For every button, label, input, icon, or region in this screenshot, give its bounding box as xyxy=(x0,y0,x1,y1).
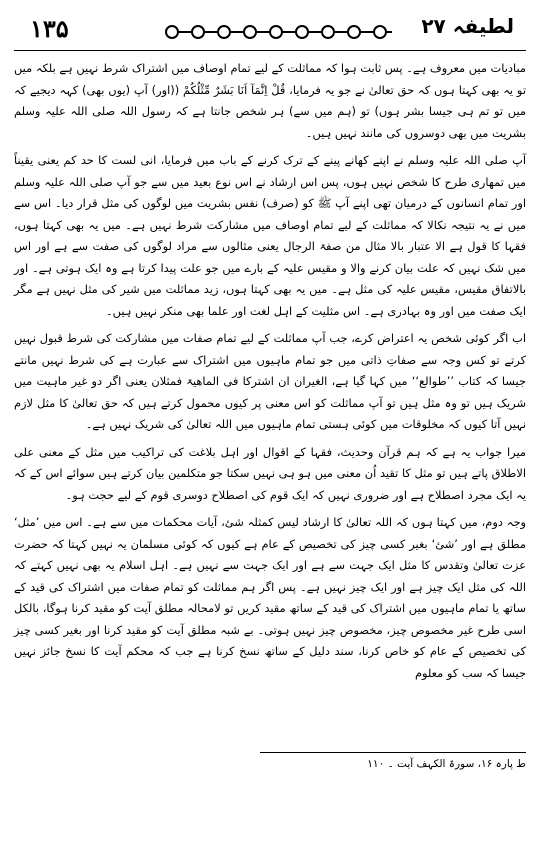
footnote: ط پارہ ۱۶، سورۃ الکہف آیت ۔ ۱۱۰ xyxy=(367,758,526,770)
chapter-title: لطیفہ ۲۷ xyxy=(421,14,514,38)
header-ornament xyxy=(162,22,396,42)
paragraph: میرا جواب یہ ہے کہ ہم قرآن وحدیث، فقہا کے اقوال اور اہل بلاغت کی تراکیب میں مثل کے معنی علی الاطلاق پاتے ہیں تو مثل کا تقید اُن معنی میں ہو ہی نہیں سکتا جو متکلمین بیان کرتے ہیں سوائے اس کے کہ یہ ایک مجرد اصطلاح ہے اور ضروری نہیں کہ ایک قوم کی اصطلاح دوسری قوم کے لیے حجت ہو۔ xyxy=(14,444,526,502)
page-header xyxy=(14,8,526,52)
page-number: ۱۳۵ xyxy=(30,14,69,43)
body-text xyxy=(14,58,526,690)
paragraph: آپ صلی اللہ علیہ وسلم نے اپنے کھانے پینے کے ترک کرنے کے باب میں فرمایا، انی لست کا حد کم یعنی یقیناً میں تمھاری طرح کا شخص نہیں ہوں، پس اس ارشاد نے اس نوع بعید میں سے جو آپ صلی اللہ علیہ وسلم اور تمام انسانوں کے درمیان تھی اپنے آپ ﷺ کو (صرف) نفس بشریت میں لوگوں کی مثل قرار دیا۔ اس سے میں نے یہ نتیجہ نکالا کہ مماثلت کے لیے تمام اوصاف میں مشارکت شرط نہیں ہے۔ میں یہ بھی کہتا ہوں، فقہا کا قول ہے الا عتبار بالا مثال من صفۃ الرجال یعنی مثالوں سے مراد لوگوں کی صفت سے ہے اور اس میں شک نہیں کہ علت بیان کرنے والا و مقیس علیہ کے بارے میں جو علت پیدا کرتا ہے وہ ایک ہوتی ہے۔ اور بالاتفاق مقیس، مقیس علیہ کی مثل ہے۔ میں یہ بھی کہتا ہوں، زید مماثلت میں شیر کی مثل نہیں ہے مگر ایک صفت میں اور وہ بہادری ہے۔ اس مثلیت کے اہل لغت اور علما بھی منکر نہیں ہیں۔ xyxy=(14,153,526,318)
header-divider xyxy=(14,50,526,51)
paragraph: وجہ دوم، میں کہتا ہوں کہ اللہ تعالیٰ کا ارشاد لیس کمثلہ شیٔ، آیات محکمات میں سے ہے۔ اس میں ’مثل‘ مطلق ہے اور ’شیٔ‘ بغیر کسی چیز کی تخصیص کے عام ہے کیوں کہ کوئی مسلمان یہ نہیں کہتا کہ حضرت عزت تعالیٰ وتقدس کا مثل ایک جہت سے ہے اور ایک جہت سے نہیں ہے۔ اہل اسلام یہ بھی نہیں کہتے کہ اللہ کی مثل ایک چیز ہے اور ایک چیز نہیں ہے۔ پس اگر ہم مماثلت کو تمام صفات میں اشتراک کی قید کے ساتھ یا تمام ماہیوں میں اشتراک کی قید کے ساتھ مقید کریں تو لامحالہ مطلق آیت کو مقید کرنا ہوگا، بالکل اسی طرح غیر مخصوص چیز، مخصوص چیز نہیں ہوتی۔ بے شبہ مطلق آیت کو مقید کرنا اور بغیر کسی چیز کی تخصیص کے عام کو خاص کرنا، سند دلیل کے ساتھ نسخ کرنا ہے جب کہ محکم آیت کا نسخ جائز نہیں جیسا کہ سب کو معلوم xyxy=(14,515,526,680)
paragraph: اب اگر کوئی شخص یہ اعتراض کرے، جب آپ مماثلت کے لیے تمام صفات میں مشارکت کی شرط قبول نہیں کرتے تو کس وجہ سے صفاتِ ذاتی میں جو تمام ماہیوں میں اشتراک سے عبارت ہے کی شرط نہیں مانتے جیسا کہ کتاب ’’طوالع‘‘ میں کہا گیا ہے، الغیران ان اشترکا فی الماھیۃ فمثلان یعنی اگر دو غیر ماہیت میں شریک ہیں تو وہ مثل ہیں تو آپ مماثلت کو اس معنی پر کیوں محمول کرتے ہیں کہ حق تعالیٰ کا مثل لازم نہیں آتا کیوں کہ مخلوقات میں کوئی ہستی تمام ماہیوں میں اللہ تعالیٰ کی شریک نہیں ہے۔ xyxy=(14,331,526,431)
paragraph: مبادیات میں معروف ہے۔ پس ثابت ہوا کہ مماثلت کے لیے تمام اوصاف میں اشتراک شرط نہیں ہے بلکہ میں تو یہ بھی کہتا ہوں کہ حق تعالیٰ نے جو یہ فرمایا، قُلْ اِنَّمَآ اَنَا بَشَرٌ مِّثْلُکُمْ ((اور) آپ (یوں بھی) کہہ دیجیے کہ میں تو تم ہی جیسا بشر ہوں) تو (ہم میں سے) ہر شخص جانتا ہے کہ رسول اللہ صلی اللہ علیہ وسلم بشریت میں بھی دوسروں کی مانند نہیں ہیں۔ xyxy=(14,61,526,140)
footnote-divider xyxy=(260,752,526,753)
